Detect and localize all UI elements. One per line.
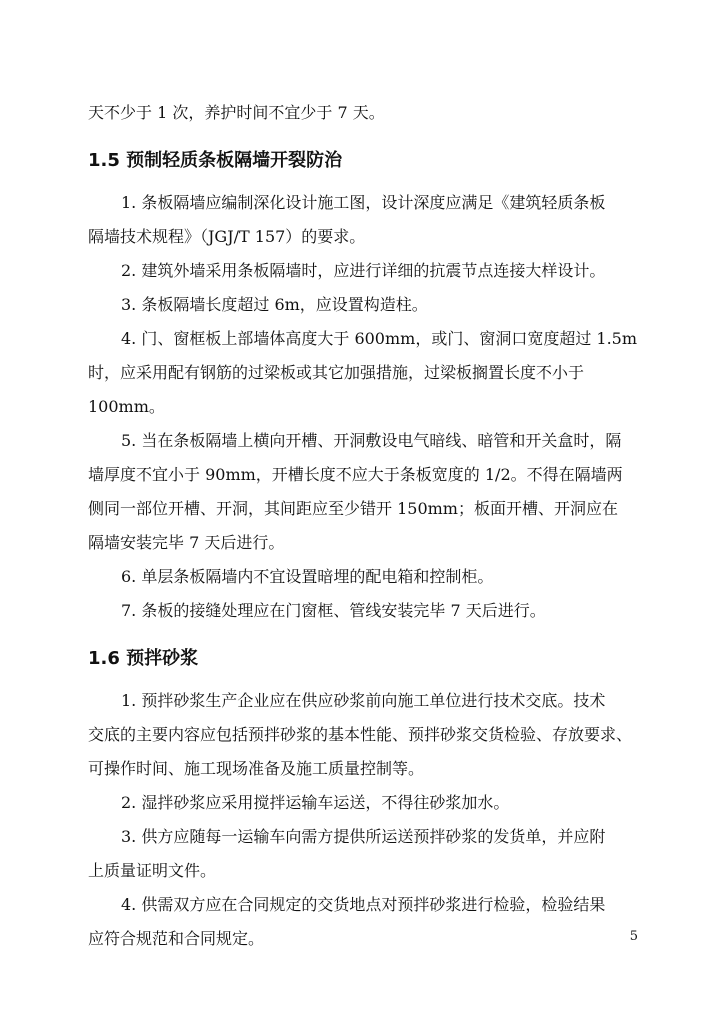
section-heading-1-5: 1.5 预制轻质条板隔墙开裂防治 <box>88 150 343 171</box>
paragraph-line: 100mm。 <box>88 397 165 416</box>
document-page <box>88 96 646 956</box>
section-1-6-item-1 <box>88 684 646 786</box>
section-1-5-item-6 <box>88 560 646 594</box>
paragraph-line: 可操作时间、施工现场准备及施工质量控制等。 <box>88 759 425 778</box>
section-1-5-item-7 <box>88 594 646 628</box>
intro-line: 天不少于 1 次，养护时间不宜少于 7 天。 <box>88 103 385 122</box>
paragraph-line: 4. 供需双方应在合同规定的交货地点对预拌砂浆进行检验，检验结果 <box>121 895 606 914</box>
paragraph-line: 墙厚度不宜小于 90mm，开槽长度不应大于条板宽度的 1/2。不得在隔墙两 <box>88 465 623 484</box>
paragraph-line: 隔墙安装完毕 7 天后进行。 <box>88 533 285 552</box>
paragraph-line: 1. 预拌砂浆生产企业应在供应砂浆前向施工单位进行技术交底。技术 <box>121 691 606 710</box>
paragraph-line: 上质量证明文件。 <box>88 861 217 880</box>
section-1-6-item-3 <box>88 820 646 888</box>
section-1-5-item-4 <box>88 322 646 424</box>
paragraph-line: 1. 条板隔墙应编制深化设计施工图，设计深度应满足《建筑轻质条板 <box>121 193 606 212</box>
page-number: 5 <box>629 929 638 944</box>
section-heading-1-6: 1.6 预拌砂浆 <box>88 648 199 669</box>
section-1-5-item-3 <box>88 288 646 322</box>
section-1-6-item-4 <box>88 888 646 956</box>
paragraph-line: 3. 条板隔墙长度超过 6m，应设置构造柱。 <box>121 295 428 314</box>
paragraph-line: 时，应采用配有钢筋的过梁板或其它加强措施，过梁板搁置长度不小于 <box>88 363 585 382</box>
paragraph-line: 隔墙技术规程》（JGJ/T 157）的要求。 <box>88 227 366 246</box>
section-1-5-item-1 <box>88 186 646 254</box>
paragraph-line: 2. 建筑外墙采用条板隔墙时，应进行详细的抗震节点连接大样设计。 <box>121 261 606 280</box>
paragraph-line: 交底的主要内容应包括预拌砂浆的基本性能、预拌砂浆交货检验、存放要求、 <box>88 725 633 744</box>
paragraph-line: 3. 供方应随每一运输车向需方提供所运送预拌砂浆的发货单，并应附 <box>121 827 606 846</box>
paragraph-line: 4. 门、窗框板上部墙体高度大于 600mm，或门、窗洞口宽度超过 1.5m <box>121 329 638 348</box>
paragraph-line: 应符合规范和合同规定。 <box>88 929 265 948</box>
section-1-5-item-5 <box>88 424 646 560</box>
paragraph-line: 5. 当在条板隔墙上横向开槽、开洞敷设电气暗线、暗管和开关盒时，隔 <box>121 431 622 450</box>
paragraph-line: 6. 单层条板隔墙内不宜设置暗埋的配电箱和控制柜。 <box>121 567 494 586</box>
section-1-6-item-2 <box>88 786 646 820</box>
paragraph-line: 7. 条板的接缝处理应在门窗框、管线安装完毕 7 天后进行。 <box>121 601 546 620</box>
paragraph-line: 2. 湿拌砂浆应采用搅拌运输车运送，不得往砂浆加水。 <box>121 793 510 812</box>
paragraph-line: 侧同一部位开槽、开洞，其间距应至少错开 150mm；板面开槽、开洞应在 <box>88 499 618 518</box>
section-1-5-item-2 <box>88 254 646 288</box>
